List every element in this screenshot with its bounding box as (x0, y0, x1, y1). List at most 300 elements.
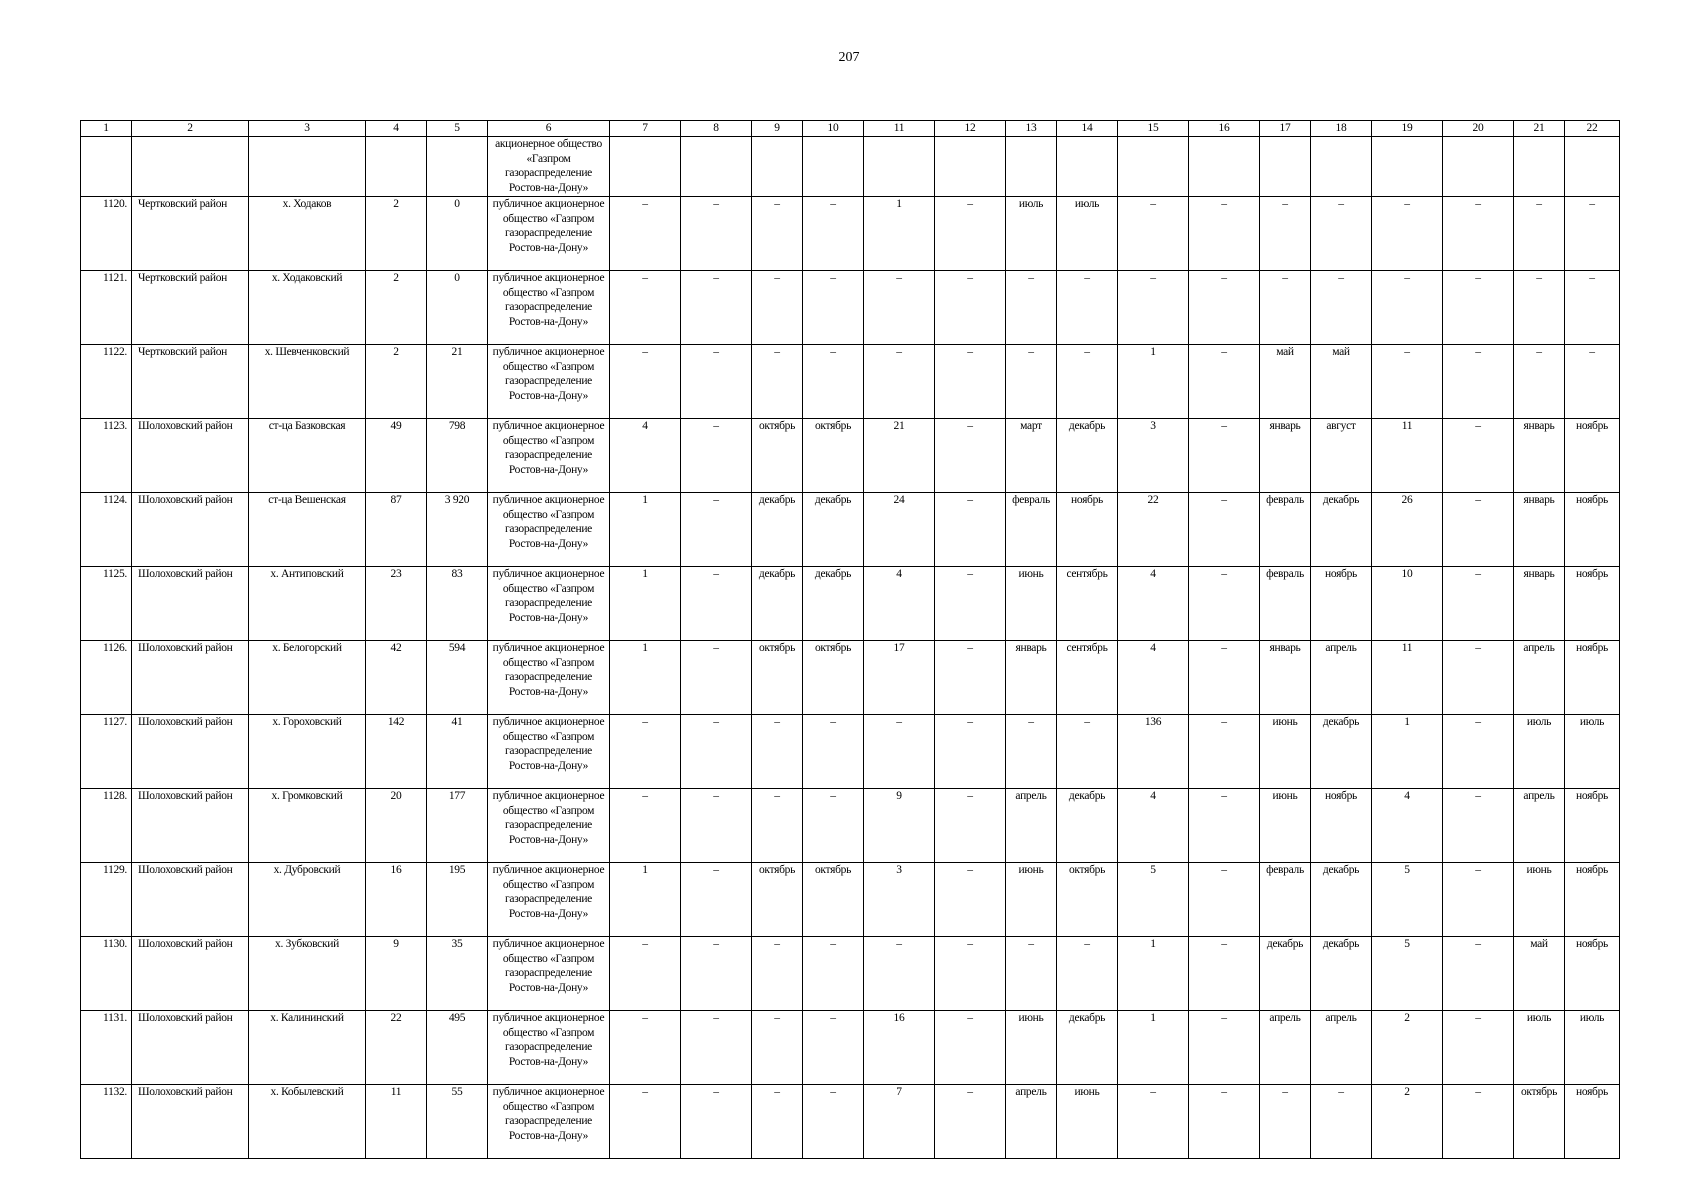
column-22-cell: ноябрь (1565, 936, 1620, 1010)
column-14-cell: – (1057, 936, 1118, 1010)
column-13-cell: – (1006, 270, 1057, 344)
column-11-cell: 7 (864, 1084, 935, 1158)
column-11-cell: – (864, 344, 935, 418)
column-12-cell: – (935, 196, 1006, 270)
column-header-12: 12 (935, 121, 1006, 137)
column-10-cell: – (803, 1010, 864, 1084)
column-19-cell: – (1372, 344, 1443, 418)
column-header-1: 1 (81, 121, 132, 137)
column-19-cell: 10 (1372, 566, 1443, 640)
column-21-cell: апрель (1514, 640, 1565, 714)
column-12-cell: – (935, 344, 1006, 418)
settlement-cell: х. Белогорский (249, 640, 366, 714)
column-22-cell: – (1565, 344, 1620, 418)
organization-cell: публичное акционерное общество «Газпром газораспределение Ростов-на-Дону» (488, 492, 610, 566)
column-9-cell: – (752, 1084, 803, 1158)
column-16-cell: – (1189, 492, 1260, 566)
column-16-cell: – (1189, 640, 1260, 714)
row-number-cell: 1132. (81, 1084, 132, 1158)
column-18-cell: – (1311, 270, 1372, 344)
column-15-cell: – (1118, 196, 1189, 270)
column-13-cell: июль (1006, 196, 1057, 270)
column-12-cell: – (935, 936, 1006, 1010)
column-17-cell: апрель (1260, 1010, 1311, 1084)
column-16-cell: – (1189, 788, 1260, 862)
column-16-cell: – (1189, 1010, 1260, 1084)
row-number-cell: 1123. (81, 418, 132, 492)
column-21-cell: июль (1514, 714, 1565, 788)
column-22-cell: ноябрь (1565, 418, 1620, 492)
column-10-cell: октябрь (803, 418, 864, 492)
column-15-cell: 1 (1118, 936, 1189, 1010)
district-cell: Шолоховский район (132, 936, 249, 1010)
column-16-cell: – (1189, 936, 1260, 1010)
row-number-cell: 1122. (81, 344, 132, 418)
column-7-cell: 1 (610, 566, 681, 640)
column-14-cell: декабрь (1057, 1010, 1118, 1084)
district-cell: Чертковский район (132, 196, 249, 270)
continuation-empty-cell (1372, 137, 1443, 197)
column-5-cell: 55 (427, 1084, 488, 1158)
column-9-cell: октябрь (752, 862, 803, 936)
column-20-cell: – (1443, 566, 1514, 640)
column-21-cell: – (1514, 270, 1565, 344)
column-8-cell: – (681, 1010, 752, 1084)
page-number: 207 (838, 50, 860, 65)
column-5-cell: 3 920 (427, 492, 488, 566)
settlement-cell: х. Громковский (249, 788, 366, 862)
column-5-cell: 798 (427, 418, 488, 492)
column-7-cell: – (610, 1010, 681, 1084)
column-10-cell: – (803, 270, 864, 344)
column-5-cell: 35 (427, 936, 488, 1010)
column-13-cell: февраль (1006, 492, 1057, 566)
column-7-cell: – (610, 788, 681, 862)
organization-cell: публичное акционерное общество «Газпром газораспределение Ростов-на-Дону» (488, 566, 610, 640)
column-8-cell: – (681, 418, 752, 492)
column-11-cell: 1 (864, 196, 935, 270)
column-8-cell: – (681, 1084, 752, 1158)
column-9-cell: – (752, 344, 803, 418)
column-header-4: 4 (366, 121, 427, 137)
column-19-cell: 11 (1372, 418, 1443, 492)
column-22-cell: – (1565, 270, 1620, 344)
continuation-empty-cell (1057, 137, 1118, 197)
column-12-cell: – (935, 640, 1006, 714)
row-number-cell: 1120. (81, 196, 132, 270)
column-19-cell: 5 (1372, 936, 1443, 1010)
column-15-cell: 136 (1118, 714, 1189, 788)
column-15-cell: 1 (1118, 1010, 1189, 1084)
column-17-cell: февраль (1260, 566, 1311, 640)
column-9-cell: – (752, 270, 803, 344)
table-row (81, 1010, 1620, 1084)
column-13-cell: апрель (1006, 788, 1057, 862)
column-header-20: 20 (1443, 121, 1514, 137)
column-5-cell: 495 (427, 1010, 488, 1084)
column-19-cell: 4 (1372, 788, 1443, 862)
column-22-cell: июль (1565, 1010, 1620, 1084)
column-header-7: 7 (610, 121, 681, 137)
column-4-cell: 2 (366, 344, 427, 418)
continuation-empty-cell (132, 137, 249, 197)
column-20-cell: – (1443, 714, 1514, 788)
column-header-10: 10 (803, 121, 864, 137)
column-8-cell: – (681, 196, 752, 270)
column-11-cell: 3 (864, 862, 935, 936)
continuation-empty-cell (803, 137, 864, 197)
column-8-cell: – (681, 640, 752, 714)
column-12-cell: – (935, 714, 1006, 788)
column-13-cell: июнь (1006, 1010, 1057, 1084)
column-10-cell: – (803, 1084, 864, 1158)
column-7-cell: – (610, 936, 681, 1010)
table-row (81, 936, 1620, 1010)
column-20-cell: – (1443, 344, 1514, 418)
column-11-cell: 16 (864, 1010, 935, 1084)
column-header-14: 14 (1057, 121, 1118, 137)
column-22-cell: ноябрь (1565, 566, 1620, 640)
column-13-cell: апрель (1006, 1084, 1057, 1158)
column-12-cell: – (935, 1010, 1006, 1084)
column-10-cell: октябрь (803, 862, 864, 936)
column-10-cell: – (803, 936, 864, 1010)
organization-cell: публичное акционерное общество «Газпром газораспределение Ростов-на-Дону» (488, 936, 610, 1010)
settlement-cell: х. Калининский (249, 1010, 366, 1084)
column-11-cell: – (864, 936, 935, 1010)
column-header-19: 19 (1372, 121, 1443, 137)
continuation-empty-cell (1514, 137, 1565, 197)
column-15-cell: 1 (1118, 344, 1189, 418)
table-body (81, 121, 1620, 1159)
column-21-cell: – (1514, 344, 1565, 418)
column-9-cell: – (752, 788, 803, 862)
column-5-cell: 0 (427, 196, 488, 270)
column-13-cell: январь (1006, 640, 1057, 714)
row-number-cell: 1128. (81, 788, 132, 862)
column-16-cell: – (1189, 714, 1260, 788)
column-13-cell: – (1006, 936, 1057, 1010)
column-10-cell: октябрь (803, 640, 864, 714)
column-17-cell: июнь (1260, 788, 1311, 862)
column-header-15: 15 (1118, 121, 1189, 137)
column-header-11: 11 (864, 121, 935, 137)
column-18-cell: декабрь (1311, 862, 1372, 936)
column-18-cell: – (1311, 1084, 1372, 1158)
column-12-cell: – (935, 492, 1006, 566)
column-7-cell: 1 (610, 640, 681, 714)
column-13-cell: – (1006, 344, 1057, 418)
column-22-cell: июль (1565, 714, 1620, 788)
column-4-cell: 2 (366, 270, 427, 344)
column-9-cell: – (752, 196, 803, 270)
column-15-cell: – (1118, 1084, 1189, 1158)
column-18-cell: май (1311, 344, 1372, 418)
column-7-cell: 1 (610, 862, 681, 936)
column-header-13: 13 (1006, 121, 1057, 137)
column-9-cell: – (752, 936, 803, 1010)
column-17-cell: – (1260, 196, 1311, 270)
column-14-cell: декабрь (1057, 418, 1118, 492)
column-5-cell: 177 (427, 788, 488, 862)
column-22-cell: – (1565, 196, 1620, 270)
column-14-cell: декабрь (1057, 788, 1118, 862)
column-header-2: 2 (132, 121, 249, 137)
column-14-cell: сентябрь (1057, 566, 1118, 640)
column-12-cell: – (935, 418, 1006, 492)
organization-cell: публичное акционерное общество «Газпром газораспределение Ростов-на-Дону» (488, 862, 610, 936)
continuation-empty-cell (864, 137, 935, 197)
column-17-cell: декабрь (1260, 936, 1311, 1010)
district-cell: Чертковский район (132, 344, 249, 418)
column-20-cell: – (1443, 196, 1514, 270)
column-17-cell: январь (1260, 418, 1311, 492)
row-number-cell: 1127. (81, 714, 132, 788)
column-21-cell: май (1514, 936, 1565, 1010)
column-19-cell: – (1372, 196, 1443, 270)
organization-cell: публичное акционерное общество «Газпром газораспределение Ростов-на-Дону» (488, 418, 610, 492)
table-row (81, 196, 1620, 270)
continuation-empty-cell (1311, 137, 1372, 197)
district-cell: Шолоховский район (132, 1010, 249, 1084)
column-18-cell: декабрь (1311, 936, 1372, 1010)
column-11-cell: – (864, 714, 935, 788)
column-10-cell: – (803, 714, 864, 788)
district-cell: Чертковский район (132, 270, 249, 344)
column-12-cell: – (935, 270, 1006, 344)
column-5-cell: 195 (427, 862, 488, 936)
column-17-cell: май (1260, 344, 1311, 418)
column-18-cell: декабрь (1311, 492, 1372, 566)
table-row (81, 862, 1620, 936)
column-21-cell: январь (1514, 566, 1565, 640)
column-number-header-row (81, 121, 1620, 137)
column-5-cell: 0 (427, 270, 488, 344)
column-21-cell: – (1514, 196, 1565, 270)
table-row (81, 344, 1620, 418)
column-20-cell: – (1443, 788, 1514, 862)
column-8-cell: – (681, 788, 752, 862)
organization-cell: публичное акционерное общество «Газпром газораспределение Ростов-на-Дону» (488, 788, 610, 862)
column-8-cell: – (681, 344, 752, 418)
organization-cell: публичное акционерное общество «Газпром газораспределение Ростов-на-Дону» (488, 196, 610, 270)
district-cell: Шолоховский район (132, 492, 249, 566)
column-11-cell: 9 (864, 788, 935, 862)
district-cell: Шолоховский район (132, 1084, 249, 1158)
column-4-cell: 87 (366, 492, 427, 566)
column-7-cell: – (610, 344, 681, 418)
column-17-cell: февраль (1260, 862, 1311, 936)
column-17-cell: – (1260, 270, 1311, 344)
column-15-cell: 5 (1118, 862, 1189, 936)
continuation-empty-cell (1443, 137, 1514, 197)
continuation-empty-cell (1565, 137, 1620, 197)
column-4-cell: 11 (366, 1084, 427, 1158)
continuation-empty-cell (752, 137, 803, 197)
column-10-cell: – (803, 788, 864, 862)
table-row (81, 492, 1620, 566)
column-20-cell: – (1443, 936, 1514, 1010)
column-19-cell: 11 (1372, 640, 1443, 714)
column-16-cell: – (1189, 566, 1260, 640)
continuation-empty-cell (1006, 137, 1057, 197)
settlement-cell: х. Антиповский (249, 566, 366, 640)
column-17-cell: июнь (1260, 714, 1311, 788)
continuation-empty-cell (81, 137, 132, 197)
column-15-cell: 4 (1118, 640, 1189, 714)
column-15-cell: – (1118, 270, 1189, 344)
organization-cell: публичное акционерное общество «Газпром газораспределение Ростов-на-Дону» (488, 1010, 610, 1084)
column-header-21: 21 (1514, 121, 1565, 137)
column-12-cell: – (935, 788, 1006, 862)
continuation-empty-cell (610, 137, 681, 197)
gasification-schedule-table (80, 120, 1620, 1159)
column-15-cell: 4 (1118, 788, 1189, 862)
column-4-cell: 42 (366, 640, 427, 714)
column-15-cell: 3 (1118, 418, 1189, 492)
table-row (81, 418, 1620, 492)
district-cell: Шолоховский район (132, 714, 249, 788)
column-18-cell: август (1311, 418, 1372, 492)
table-row (81, 640, 1620, 714)
column-22-cell: ноябрь (1565, 492, 1620, 566)
column-15-cell: 22 (1118, 492, 1189, 566)
column-8-cell: – (681, 270, 752, 344)
column-header-5: 5 (427, 121, 488, 137)
column-19-cell: 5 (1372, 862, 1443, 936)
organization-cell: публичное акционерное общество «Газпром газораспределение Ростов-на-Дону» (488, 640, 610, 714)
column-14-cell: октябрь (1057, 862, 1118, 936)
column-10-cell: – (803, 196, 864, 270)
table-row (81, 1084, 1620, 1158)
continuation-org-cell: акционерное общество «Газпром газораспределение Ростов-на-Дону» (488, 137, 610, 197)
continuation-empty-cell (1118, 137, 1189, 197)
column-4-cell: 22 (366, 1010, 427, 1084)
column-7-cell: – (610, 1084, 681, 1158)
table-row (81, 714, 1620, 788)
organization-cell: публичное акционерное общество «Газпром газораспределение Ростов-на-Дону» (488, 270, 610, 344)
column-18-cell: апрель (1311, 1010, 1372, 1084)
column-4-cell: 20 (366, 788, 427, 862)
column-20-cell: – (1443, 1010, 1514, 1084)
settlement-cell: х. Зубковский (249, 936, 366, 1010)
column-14-cell: июль (1057, 196, 1118, 270)
column-4-cell: 2 (366, 196, 427, 270)
column-22-cell: ноябрь (1565, 1084, 1620, 1158)
column-17-cell: – (1260, 1084, 1311, 1158)
column-20-cell: – (1443, 418, 1514, 492)
organization-cell: публичное акционерное общество «Газпром газораспределение Ростов-на-Дону» (488, 714, 610, 788)
column-5-cell: 594 (427, 640, 488, 714)
column-11-cell: 24 (864, 492, 935, 566)
column-14-cell: – (1057, 344, 1118, 418)
column-21-cell: июнь (1514, 862, 1565, 936)
continuation-empty-cell (249, 137, 366, 197)
column-header-3: 3 (249, 121, 366, 137)
settlement-cell: х. Гороховский (249, 714, 366, 788)
column-19-cell: 2 (1372, 1010, 1443, 1084)
column-4-cell: 16 (366, 862, 427, 936)
table-row (81, 270, 1620, 344)
column-20-cell: – (1443, 1084, 1514, 1158)
column-10-cell: декабрь (803, 566, 864, 640)
organization-cell: публичное акционерное общество «Газпром газораспределение Ростов-на-Дону» (488, 1084, 610, 1158)
district-cell: Шолоховский район (132, 566, 249, 640)
column-18-cell: ноябрь (1311, 566, 1372, 640)
column-8-cell: – (681, 936, 752, 1010)
column-11-cell: 21 (864, 418, 935, 492)
organization-cell: публичное акционерное общество «Газпром газораспределение Ростов-на-Дону» (488, 344, 610, 418)
column-13-cell: июнь (1006, 862, 1057, 936)
district-cell: Шолоховский район (132, 418, 249, 492)
column-header-9: 9 (752, 121, 803, 137)
row-number-cell: 1129. (81, 862, 132, 936)
column-9-cell: октябрь (752, 418, 803, 492)
district-cell: Шолоховский район (132, 640, 249, 714)
row-number-cell: 1131. (81, 1010, 132, 1084)
column-header-6: 6 (488, 121, 610, 137)
column-16-cell: – (1189, 862, 1260, 936)
settlement-cell: х. Ходаков (249, 196, 366, 270)
settlement-cell: ст-ца Вешенская (249, 492, 366, 566)
table-row (81, 566, 1620, 640)
column-11-cell: 17 (864, 640, 935, 714)
column-12-cell: – (935, 862, 1006, 936)
continuation-empty-cell (366, 137, 427, 197)
continuation-empty-cell (1189, 137, 1260, 197)
settlement-cell: х. Дубровский (249, 862, 366, 936)
row-number-cell: 1126. (81, 640, 132, 714)
settlement-cell: х. Ходаковский (249, 270, 366, 344)
column-20-cell: – (1443, 270, 1514, 344)
continuation-empty-cell (1260, 137, 1311, 197)
column-22-cell: ноябрь (1565, 862, 1620, 936)
column-16-cell: – (1189, 418, 1260, 492)
column-4-cell: 142 (366, 714, 427, 788)
row-number-cell: 1125. (81, 566, 132, 640)
column-21-cell: январь (1514, 418, 1565, 492)
column-17-cell: январь (1260, 640, 1311, 714)
column-7-cell: 4 (610, 418, 681, 492)
column-14-cell: – (1057, 714, 1118, 788)
column-13-cell: июнь (1006, 566, 1057, 640)
row-number-cell: 1121. (81, 270, 132, 344)
column-header-17: 17 (1260, 121, 1311, 137)
table-row (81, 788, 1620, 862)
column-20-cell: – (1443, 640, 1514, 714)
district-cell: Шолоховский район (132, 788, 249, 862)
column-13-cell: март (1006, 418, 1057, 492)
column-7-cell: 1 (610, 492, 681, 566)
column-22-cell: ноябрь (1565, 788, 1620, 862)
column-21-cell: январь (1514, 492, 1565, 566)
column-5-cell: 21 (427, 344, 488, 418)
column-20-cell: – (1443, 492, 1514, 566)
column-5-cell: 83 (427, 566, 488, 640)
column-16-cell: – (1189, 270, 1260, 344)
row-number-cell: 1124. (81, 492, 132, 566)
column-9-cell: декабрь (752, 566, 803, 640)
settlement-cell: ст-ца Базковская (249, 418, 366, 492)
column-16-cell: – (1189, 1084, 1260, 1158)
column-4-cell: 49 (366, 418, 427, 492)
column-19-cell: 1 (1372, 714, 1443, 788)
column-10-cell: – (803, 344, 864, 418)
column-12-cell: – (935, 1084, 1006, 1158)
column-18-cell: декабрь (1311, 714, 1372, 788)
column-21-cell: октябрь (1514, 1084, 1565, 1158)
column-19-cell: 26 (1372, 492, 1443, 566)
